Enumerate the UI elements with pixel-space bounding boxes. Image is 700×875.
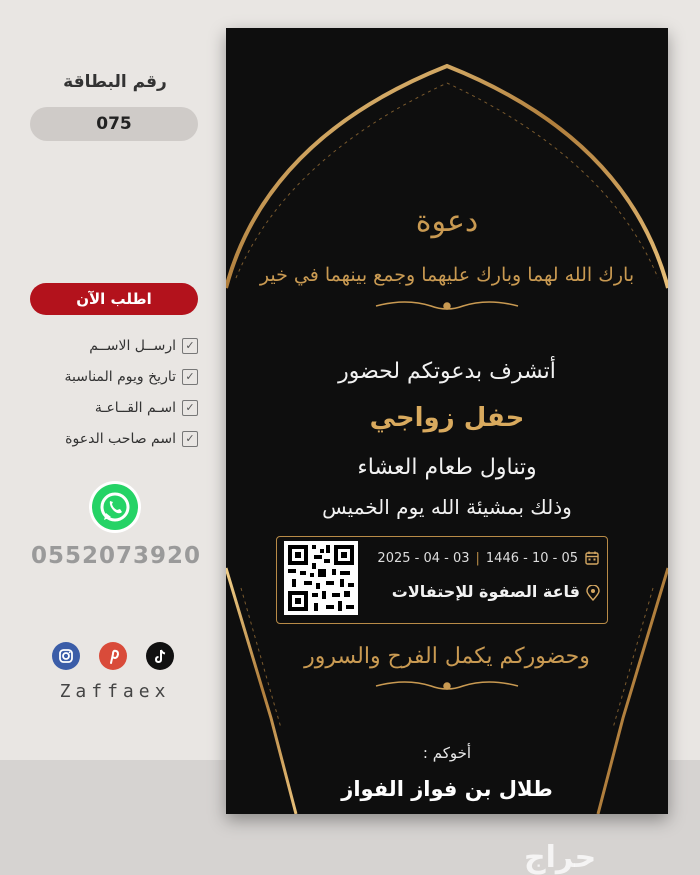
checkbox-icon: ✓ bbox=[182, 400, 198, 416]
host-name: طلال بن فواز الفواز bbox=[341, 777, 553, 801]
card-number-badge: 075 bbox=[30, 107, 198, 141]
order-steps-list bbox=[30, 330, 198, 454]
date-separator: | bbox=[475, 550, 480, 566]
from-label: أخوكم : bbox=[422, 744, 472, 762]
phone-number[interactable]: 0552073920 bbox=[30, 543, 202, 569]
closing-blessing: وحضوركم يكمل الفرح والسرور bbox=[304, 644, 590, 669]
venue-name: قاعة الصفوة للإحتفالات bbox=[391, 582, 580, 601]
invite-line-1: أتشرف بدعوتكم لحضور bbox=[338, 359, 556, 384]
checkbox-icon: ✓ bbox=[182, 338, 198, 354]
event-name: حفل زواجي bbox=[369, 403, 525, 433]
qr-code[interactable] bbox=[284, 541, 358, 615]
instagram-icon[interactable] bbox=[52, 642, 80, 670]
blessing-verse: بارك الله لهما وبارك عليهما وجمع بينهما في خير bbox=[259, 264, 635, 286]
location-pin-icon bbox=[586, 585, 600, 601]
hijri-date: 1446 - 10 - 05 bbox=[485, 550, 578, 566]
tiktok-icon[interactable] bbox=[146, 642, 174, 670]
order-now-button[interactable]: اطلب الآن bbox=[30, 283, 198, 315]
ornament-divider-top bbox=[376, 302, 518, 309]
calendar-icon bbox=[584, 550, 600, 566]
invite-line-4: وذلك بمشيئة الله يوم الخميس bbox=[322, 495, 572, 519]
checkbox-icon: ✓ bbox=[182, 369, 198, 385]
gregorian-date: 2025 - 04 - 03 bbox=[377, 550, 470, 566]
list-item: ✓ تاريخ ويوم المناسبة bbox=[30, 361, 198, 392]
invitation-title: دعوة bbox=[415, 204, 479, 239]
ornament-divider-bottom bbox=[376, 682, 518, 689]
list-item: ✓ ارســل الاســم bbox=[30, 330, 198, 361]
pinterest-icon[interactable] bbox=[99, 642, 127, 670]
watermark-logo: حراج bbox=[524, 840, 597, 875]
list-item: ✓ اسم صاحب الدعوة bbox=[30, 423, 198, 454]
invite-line-3: وتناول طعام العشاء bbox=[357, 455, 537, 480]
invitation-card bbox=[226, 28, 668, 814]
brand-name: Zaffaex bbox=[59, 681, 171, 702]
list-item: ✓ اسـم القــاعـة bbox=[30, 392, 198, 423]
venue-row bbox=[366, 582, 600, 601]
whatsapp-icon[interactable] bbox=[92, 484, 138, 530]
card-number-label: رقم البطاقة bbox=[63, 72, 167, 92]
event-date-row bbox=[366, 550, 600, 566]
checkbox-icon: ✓ bbox=[182, 431, 198, 447]
